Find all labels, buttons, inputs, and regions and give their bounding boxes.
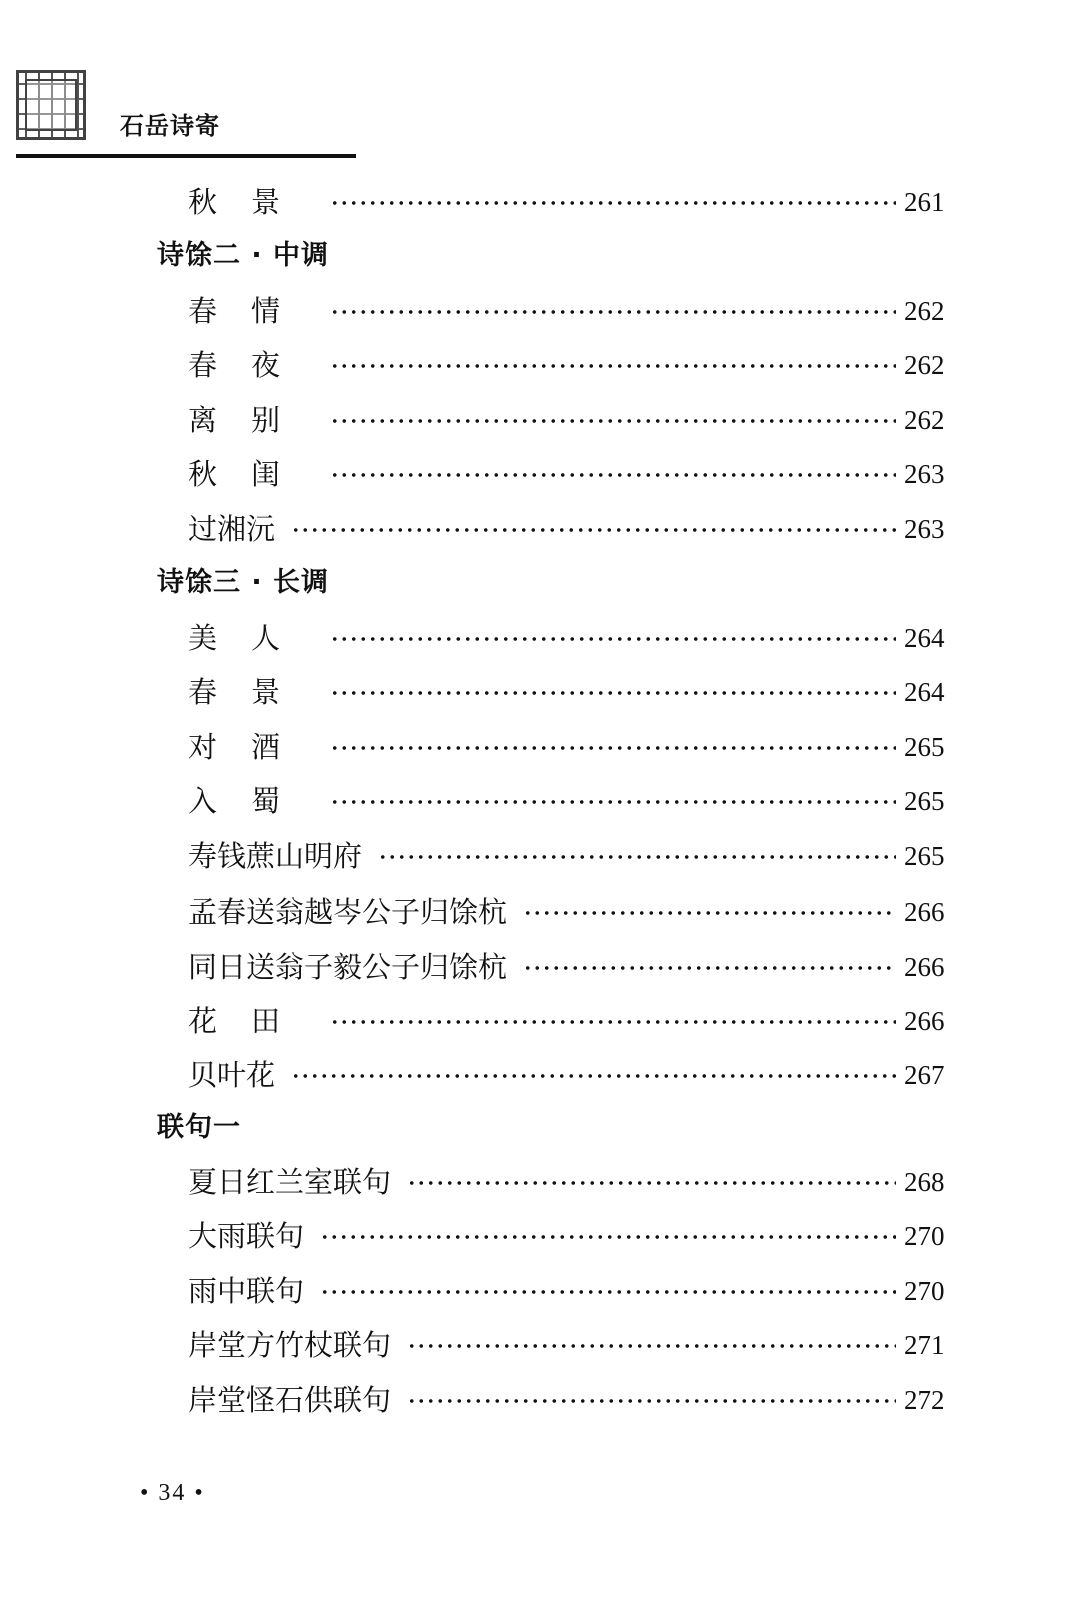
toc-page-number: 264 (904, 623, 945, 653)
toc-entry-title: 春景 (188, 675, 315, 709)
dot-leader (407, 1180, 896, 1186)
dot-leader (523, 910, 896, 916)
toc-entry-title: 美人 (188, 621, 315, 655)
toc-page-number: 262 (904, 405, 945, 435)
toc-section-title: 诗馀三 · 长调 (157, 567, 330, 598)
toc-section-row (0, 563, 1084, 603)
toc-page-number: 265 (904, 841, 945, 871)
dot-leader (407, 1398, 896, 1404)
toc-entry-row (0, 781, 1084, 821)
dot-leader (320, 1234, 896, 1240)
toc-entry-row (0, 947, 1084, 987)
dot-leader (330, 690, 896, 696)
toc-entry-title: 雨中联句 (188, 1274, 305, 1308)
toc-entry-row (0, 1380, 1084, 1420)
toc-page-number: 262 (904, 296, 945, 326)
toc-entry-title: 孟春送翁越岑公子归馀杭 (188, 895, 508, 929)
toc-entry-title: 寿钱蔗山明府 (188, 839, 363, 873)
toc-entry-title: 花田 (188, 1004, 315, 1038)
toc-section-row (0, 1108, 1084, 1148)
toc-entry-row (0, 618, 1084, 658)
toc-entry-title: 贝叶花 (188, 1058, 276, 1092)
toc-entry-title: 春夜 (188, 348, 315, 382)
dot-leader (291, 1073, 896, 1079)
toc-entry-title: 同日送翁子毅公子归馀杭 (188, 950, 508, 984)
dot-leader (378, 854, 896, 860)
dot-leader (330, 745, 896, 751)
toc-page-number: 268 (904, 1167, 945, 1197)
toc-entry-title: 大雨联句 (188, 1219, 305, 1253)
toc-entry-row (0, 1216, 1084, 1256)
dot-leader (330, 363, 896, 369)
toc-entry-title: 岸堂怪石供联句 (188, 1383, 392, 1417)
toc-entry-row (0, 509, 1084, 549)
toc-entry-title: 春情 (188, 294, 315, 328)
dot-leader (291, 527, 896, 533)
dot-leader (320, 1289, 896, 1295)
running-header (16, 70, 356, 162)
seal-inner-frame (25, 79, 77, 131)
seal-stamp-icon (16, 70, 86, 140)
toc-entry-row (0, 672, 1084, 712)
toc-entry-title: 岸堂方竹杖联句 (188, 1328, 392, 1362)
toc-page-number: 266 (904, 952, 945, 982)
toc-page-number: 263 (904, 459, 945, 489)
toc-page-number: 263 (904, 514, 945, 544)
toc-entry-row (0, 1055, 1084, 1095)
toc-page-number: 270 (904, 1221, 945, 1251)
toc-page-number: 267 (904, 1060, 945, 1090)
toc-entry-title: 夏日红兰室联句 (188, 1165, 392, 1199)
toc-entry-row (0, 182, 1084, 222)
toc-entry-title: 过湘沅 (188, 512, 276, 546)
toc-page-number: 264 (904, 677, 945, 707)
toc-page-number: 271 (904, 1330, 945, 1360)
toc-page-number: 261 (904, 187, 945, 217)
toc-entry-title: 对酒 (188, 730, 315, 764)
dot-leader (330, 799, 896, 805)
dot-leader (330, 309, 896, 315)
toc-entry-row (0, 454, 1084, 494)
toc-page-number: 272 (904, 1385, 945, 1415)
toc-entry-row (0, 291, 1084, 331)
toc-section-title: 联句一 (157, 1112, 241, 1143)
toc-section-row (0, 236, 1084, 276)
book-title: 石岳诗寄 (120, 112, 220, 140)
dot-leader (330, 636, 896, 642)
dot-leader (523, 965, 896, 971)
toc-entry-row (0, 1271, 1084, 1311)
toc-entry-row (0, 1001, 1084, 1041)
toc-entry-title: 入蜀 (188, 784, 315, 818)
footer-page-number: • 34 • (140, 1480, 205, 1506)
header-rule (16, 154, 356, 158)
toc-entry-title: 秋闺 (188, 457, 315, 491)
toc-entry-title: 秋景 (188, 185, 315, 219)
toc-page-number: 266 (904, 897, 945, 927)
toc-section-title: 诗馀二 · 中调 (157, 240, 330, 271)
toc-page-number: 262 (904, 350, 945, 380)
toc-entry-row (0, 1325, 1084, 1365)
dot-leader (330, 418, 896, 424)
toc-entry-row (0, 836, 1084, 876)
toc-page-number: 265 (904, 732, 945, 762)
toc-entry-row (0, 400, 1084, 440)
toc-entry-row (0, 1162, 1084, 1202)
toc-page-number: 266 (904, 1006, 945, 1036)
dot-leader (407, 1343, 896, 1349)
dot-leader (330, 472, 896, 478)
toc-page-number: 270 (904, 1276, 945, 1306)
dot-leader (330, 1019, 896, 1025)
toc-entry-title: 离别 (188, 403, 315, 437)
toc-entry-row (0, 727, 1084, 767)
dot-leader (330, 200, 896, 206)
toc-page-number: 265 (904, 786, 945, 816)
toc-entry-row (0, 345, 1084, 385)
toc-entry-row (0, 892, 1084, 932)
